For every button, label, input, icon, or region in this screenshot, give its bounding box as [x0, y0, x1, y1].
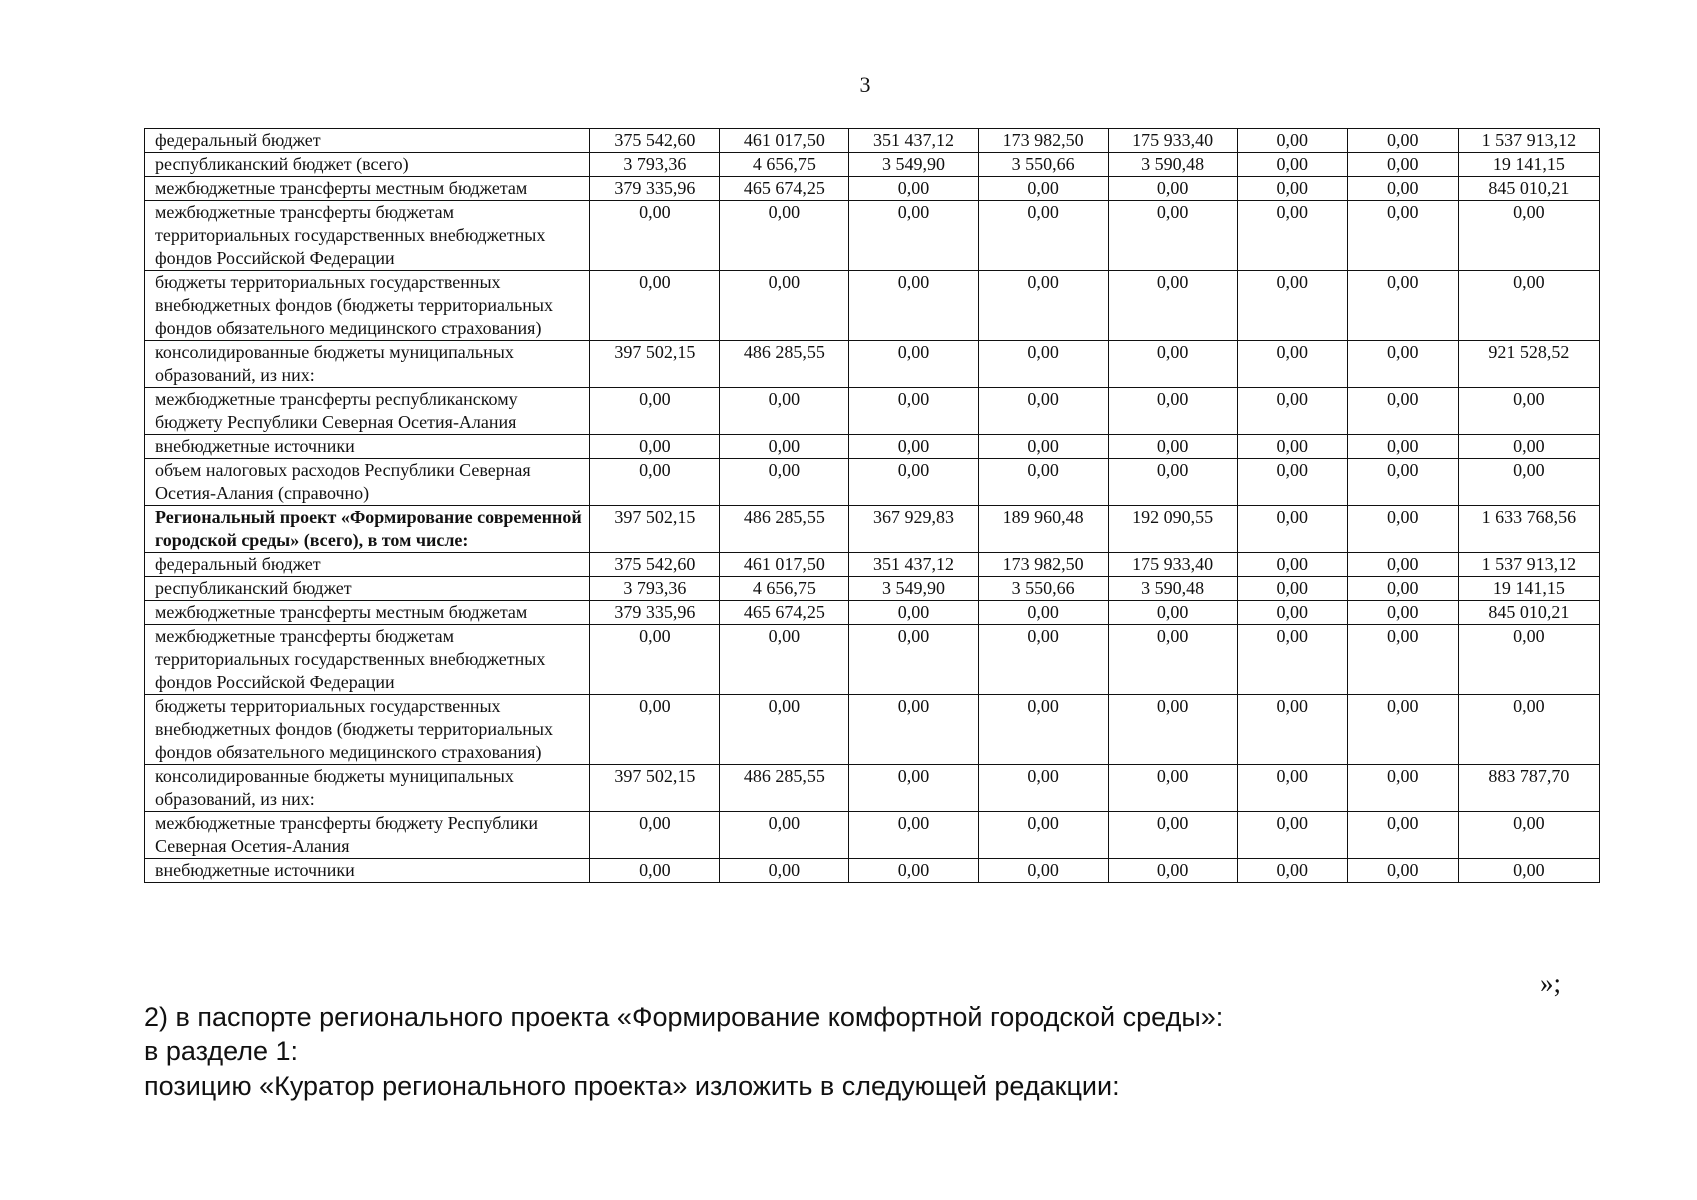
value-cell: 189 960,48 — [978, 506, 1108, 553]
value-cell: 0,00 — [978, 201, 1108, 271]
value-cell: 351 437,12 — [849, 129, 978, 153]
value-cell: 0,00 — [849, 601, 978, 625]
row-label: республиканский бюджет (всего) — [145, 153, 590, 177]
value-cell: 0,00 — [1458, 388, 1599, 435]
value-cell: 0,00 — [1458, 859, 1599, 883]
table-row — [145, 695, 1600, 765]
value-cell: 0,00 — [1347, 177, 1458, 201]
value-cell: 0,00 — [720, 271, 849, 341]
value-cell: 461 017,50 — [720, 129, 849, 153]
value-cell: 0,00 — [590, 859, 720, 883]
value-cell: 0,00 — [1458, 695, 1599, 765]
value-cell: 379 335,96 — [590, 601, 720, 625]
value-cell: 0,00 — [849, 859, 978, 883]
value-cell: 0,00 — [1108, 177, 1237, 201]
value-cell: 0,00 — [1108, 341, 1237, 388]
value-cell: 0,00 — [1108, 388, 1237, 435]
value-cell: 0,00 — [1347, 271, 1458, 341]
value-cell: 0,00 — [720, 201, 849, 271]
table-row — [145, 177, 1600, 201]
value-cell: 0,00 — [720, 459, 849, 506]
value-cell: 0,00 — [1458, 459, 1599, 506]
value-cell: 0,00 — [1458, 625, 1599, 695]
value-cell: 0,00 — [1458, 812, 1599, 859]
value-cell: 0,00 — [590, 435, 720, 459]
value-cell: 3 793,36 — [590, 577, 720, 601]
value-cell: 3 590,48 — [1108, 577, 1237, 601]
value-cell: 0,00 — [1347, 859, 1458, 883]
budget-table — [144, 128, 1600, 883]
value-cell: 0,00 — [1347, 553, 1458, 577]
value-cell: 379 335,96 — [590, 177, 720, 201]
value-cell: 0,00 — [849, 695, 978, 765]
value-cell: 486 285,55 — [720, 765, 849, 812]
value-cell: 0,00 — [720, 695, 849, 765]
value-cell: 0,00 — [1458, 271, 1599, 341]
value-cell: 3 550,66 — [978, 577, 1108, 601]
value-cell: 3 550,66 — [978, 153, 1108, 177]
table-row — [145, 153, 1600, 177]
value-cell: 0,00 — [1237, 695, 1347, 765]
value-cell: 0,00 — [590, 695, 720, 765]
value-cell: 0,00 — [1347, 812, 1458, 859]
value-cell: 0,00 — [720, 625, 849, 695]
value-cell: 0,00 — [978, 812, 1108, 859]
value-cell: 0,00 — [1237, 553, 1347, 577]
value-cell: 0,00 — [849, 388, 978, 435]
closing-quote: »; — [1540, 968, 1562, 998]
row-label: объем налоговых расходов Республики Северная Осетия-Алания (справочно) — [145, 459, 590, 506]
value-cell: 0,00 — [1347, 388, 1458, 435]
value-cell: 0,00 — [849, 812, 978, 859]
value-cell: 0,00 — [1108, 859, 1237, 883]
table-row — [145, 435, 1600, 459]
value-cell: 0,00 — [1108, 271, 1237, 341]
value-cell: 0,00 — [1237, 388, 1347, 435]
value-cell: 486 285,55 — [720, 341, 849, 388]
row-label: межбюджетные трансферты местным бюджетам — [145, 601, 590, 625]
value-cell: 0,00 — [720, 435, 849, 459]
value-cell: 0,00 — [1237, 506, 1347, 553]
value-cell: 921 528,52 — [1458, 341, 1599, 388]
row-label: республиканский бюджет — [145, 577, 590, 601]
value-cell: 19 141,15 — [1458, 577, 1599, 601]
value-cell: 0,00 — [1237, 765, 1347, 812]
table-row — [145, 129, 1600, 153]
value-cell: 0,00 — [849, 201, 978, 271]
value-cell: 0,00 — [1108, 601, 1237, 625]
value-cell: 0,00 — [978, 695, 1108, 765]
row-label: Региональный проект «Формирование современной городской среды» (всего), в том числе: — [145, 506, 590, 553]
table-row — [145, 341, 1600, 388]
value-cell: 0,00 — [1458, 435, 1599, 459]
row-label: бюджеты территориальных государственных внебюджетных фондов (бюджеты территориальных фондов обязательного медицинского страхования) — [145, 695, 590, 765]
value-cell: 0,00 — [978, 859, 1108, 883]
value-cell: 175 933,40 — [1108, 553, 1237, 577]
value-cell: 0,00 — [1347, 153, 1458, 177]
value-cell: 0,00 — [1237, 435, 1347, 459]
paragraph-position: позицию «Куратор регионального проекта» изложить в следующей редакции: — [144, 1071, 1120, 1101]
value-cell: 0,00 — [978, 177, 1108, 201]
value-cell: 461 017,50 — [720, 553, 849, 577]
value-cell: 0,00 — [1108, 765, 1237, 812]
value-cell: 0,00 — [978, 341, 1108, 388]
table-row — [145, 388, 1600, 435]
value-cell: 0,00 — [1237, 271, 1347, 341]
value-cell: 0,00 — [978, 459, 1108, 506]
value-cell: 0,00 — [1237, 129, 1347, 153]
value-cell: 0,00 — [978, 271, 1108, 341]
value-cell: 0,00 — [1108, 812, 1237, 859]
value-cell: 883 787,70 — [1458, 765, 1599, 812]
value-cell: 0,00 — [1347, 625, 1458, 695]
value-cell: 397 502,15 — [590, 506, 720, 553]
value-cell: 0,00 — [590, 625, 720, 695]
value-cell: 0,00 — [720, 388, 849, 435]
value-cell: 0,00 — [978, 435, 1108, 459]
value-cell: 465 674,25 — [720, 601, 849, 625]
value-cell: 0,00 — [849, 341, 978, 388]
value-cell: 0,00 — [1347, 435, 1458, 459]
value-cell: 0,00 — [1347, 506, 1458, 553]
value-cell: 0,00 — [1237, 459, 1347, 506]
row-label: федеральный бюджет — [145, 129, 590, 153]
value-cell: 4 656,75 — [720, 153, 849, 177]
row-label: внебюджетные источники — [145, 435, 590, 459]
value-cell: 0,00 — [590, 271, 720, 341]
value-cell: 0,00 — [978, 601, 1108, 625]
row-label: межбюджетные трансферты местным бюджетам — [145, 177, 590, 201]
value-cell: 0,00 — [1237, 341, 1347, 388]
value-cell: 0,00 — [590, 812, 720, 859]
value-cell: 3 549,90 — [849, 577, 978, 601]
row-label: межбюджетные трансферты бюджетам территориальных государственных внебюджетных фондов Российской Федерации — [145, 625, 590, 695]
table-row — [145, 506, 1600, 553]
value-cell: 0,00 — [1237, 812, 1347, 859]
table-row — [145, 812, 1600, 859]
value-cell: 4 656,75 — [720, 577, 849, 601]
row-label: межбюджетные трансферты республиканскому бюджету Республики Северная Осетия-Алания — [145, 388, 590, 435]
table-row — [145, 625, 1600, 695]
value-cell: 0,00 — [978, 388, 1108, 435]
value-cell: 0,00 — [1237, 859, 1347, 883]
value-cell: 0,00 — [1108, 695, 1237, 765]
value-cell: 375 542,60 — [590, 553, 720, 577]
value-cell: 0,00 — [978, 625, 1108, 695]
value-cell: 175 933,40 — [1108, 129, 1237, 153]
value-cell: 3 793,36 — [590, 153, 720, 177]
value-cell: 0,00 — [590, 201, 720, 271]
value-cell: 1 633 768,56 — [1458, 506, 1599, 553]
row-label: федеральный бюджет — [145, 553, 590, 577]
value-cell: 375 542,60 — [590, 129, 720, 153]
value-cell: 3 590,48 — [1108, 153, 1237, 177]
row-label: межбюджетные трансферты бюджету Республики Северная Осетия-Алания — [145, 812, 590, 859]
value-cell: 0,00 — [1108, 201, 1237, 271]
value-cell: 351 437,12 — [849, 553, 978, 577]
value-cell: 173 982,50 — [978, 129, 1108, 153]
value-cell: 0,00 — [590, 388, 720, 435]
value-cell: 0,00 — [849, 271, 978, 341]
value-cell: 367 929,83 — [849, 506, 978, 553]
value-cell: 845 010,21 — [1458, 177, 1599, 201]
value-cell: 173 982,50 — [978, 553, 1108, 577]
table-row — [145, 201, 1600, 271]
table-row — [145, 577, 1600, 601]
table-row — [145, 765, 1600, 812]
table-row — [145, 859, 1600, 883]
value-cell: 0,00 — [1237, 153, 1347, 177]
paragraph-section: в разделе 1: — [144, 1036, 299, 1066]
value-cell: 0,00 — [1237, 201, 1347, 271]
value-cell: 0,00 — [590, 459, 720, 506]
table-row — [145, 271, 1600, 341]
value-cell: 0,00 — [1237, 177, 1347, 201]
value-cell: 192 090,55 — [1108, 506, 1237, 553]
value-cell: 0,00 — [849, 625, 978, 695]
value-cell: 486 285,55 — [720, 506, 849, 553]
value-cell: 0,00 — [1347, 695, 1458, 765]
value-cell: 0,00 — [1237, 577, 1347, 601]
row-label: бюджеты территориальных государственных внебюджетных фондов (бюджеты территориальных фондов обязательного медицинского страхования) — [145, 271, 590, 341]
value-cell: 0,00 — [1108, 625, 1237, 695]
table-row — [145, 459, 1600, 506]
value-cell: 0,00 — [1347, 129, 1458, 153]
value-cell: 0,00 — [849, 435, 978, 459]
value-cell: 0,00 — [849, 177, 978, 201]
value-cell: 0,00 — [978, 765, 1108, 812]
row-label: внебюджетные источники — [145, 859, 590, 883]
value-cell: 0,00 — [720, 812, 849, 859]
page-number: 3 — [859, 72, 871, 97]
value-cell: 0,00 — [1458, 201, 1599, 271]
value-cell: 1 537 913,12 — [1458, 553, 1599, 577]
table-row — [145, 601, 1600, 625]
value-cell: 0,00 — [1237, 601, 1347, 625]
value-cell: 0,00 — [1347, 341, 1458, 388]
value-cell: 397 502,15 — [590, 341, 720, 388]
value-cell: 0,00 — [1237, 625, 1347, 695]
value-cell: 19 141,15 — [1458, 153, 1599, 177]
value-cell: 0,00 — [1347, 459, 1458, 506]
value-cell: 0,00 — [1347, 577, 1458, 601]
value-cell: 0,00 — [849, 765, 978, 812]
table-row — [145, 553, 1600, 577]
value-cell: 0,00 — [1108, 459, 1237, 506]
value-cell: 0,00 — [1347, 765, 1458, 812]
value-cell: 0,00 — [1347, 601, 1458, 625]
value-cell: 845 010,21 — [1458, 601, 1599, 625]
value-cell: 465 674,25 — [720, 177, 849, 201]
value-cell: 0,00 — [720, 859, 849, 883]
row-label: межбюджетные трансферты бюджетам территориальных государственных внебюджетных фондов Российской Федерации — [145, 201, 590, 271]
value-cell: 0,00 — [1108, 435, 1237, 459]
paragraph-passport: 2) в паспорте регионального проекта «Формирование комфортной городской среды»: — [144, 1002, 1224, 1032]
value-cell: 1 537 913,12 — [1458, 129, 1599, 153]
value-cell: 397 502,15 — [590, 765, 720, 812]
value-cell: 3 549,90 — [849, 153, 978, 177]
value-cell: 0,00 — [849, 459, 978, 506]
value-cell: 0,00 — [1347, 201, 1458, 271]
row-label: консолидированные бюджеты муниципальных образований, из них: — [145, 765, 590, 812]
row-label: консолидированные бюджеты муниципальных образований, из них: — [145, 341, 590, 388]
